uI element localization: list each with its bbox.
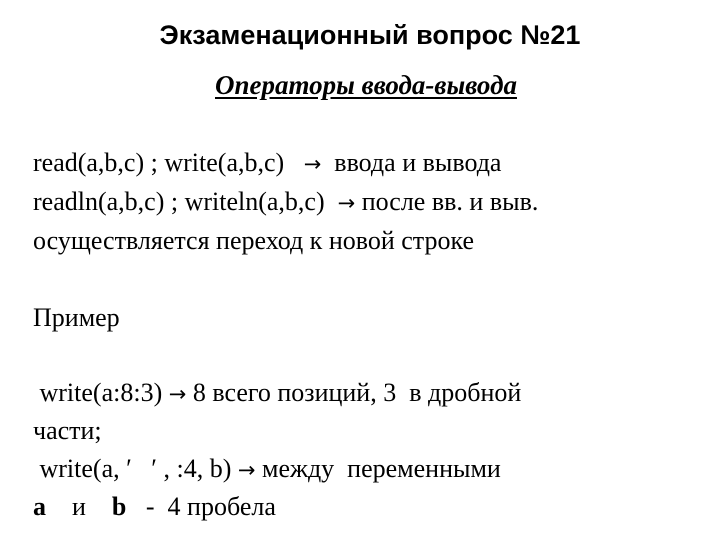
text-between-variables: между переменными — [255, 454, 501, 483]
slide-title: Экзаменационный вопрос №21 — [159, 20, 581, 50]
arrow-icon: → — [337, 191, 356, 215]
line-readln-writeln — [33, 186, 538, 219]
text-fraction-part: части; — [33, 416, 102, 445]
text-four-spaces: - 4 пробела — [126, 492, 276, 521]
text-and: и — [46, 492, 112, 521]
line-read-write — [33, 147, 501, 180]
text-newline-transition: осуществляется переход к новой строке — [33, 226, 474, 255]
arrow-icon: → — [303, 152, 322, 176]
text-after-io: после вв. и выв. — [355, 187, 539, 216]
code-readln-writeln: readln(a,b,c) ; writeln(a,b,c) — [33, 187, 338, 216]
example-label-text: Пример — [33, 303, 120, 332]
code-write-spaces: write(a, ′ ′ , :4, b) — [33, 454, 238, 483]
text-positions: 8 всего позиций, 3 в дробной — [186, 378, 522, 407]
slide-subtitle — [0, 68, 720, 102]
example-label — [33, 302, 120, 334]
text-input-output: ввода и вывода — [321, 148, 502, 177]
arrow-icon: → — [237, 458, 256, 482]
line-write-format — [33, 377, 521, 410]
line-four-spaces — [33, 491, 276, 523]
line-newline-transition — [33, 225, 474, 257]
code-read-write: read(a,b,c) ; write(a,b,c) — [33, 148, 304, 177]
line-write-spaces — [33, 453, 501, 486]
var-a: a — [33, 492, 46, 521]
subtitle-text: Операторы ввода-вывода — [215, 70, 517, 100]
line-fraction-part — [33, 415, 102, 447]
code-write-format: write(a:8:3) — [33, 378, 169, 407]
var-b: b — [111, 492, 127, 521]
arrow-icon: → — [168, 382, 187, 406]
